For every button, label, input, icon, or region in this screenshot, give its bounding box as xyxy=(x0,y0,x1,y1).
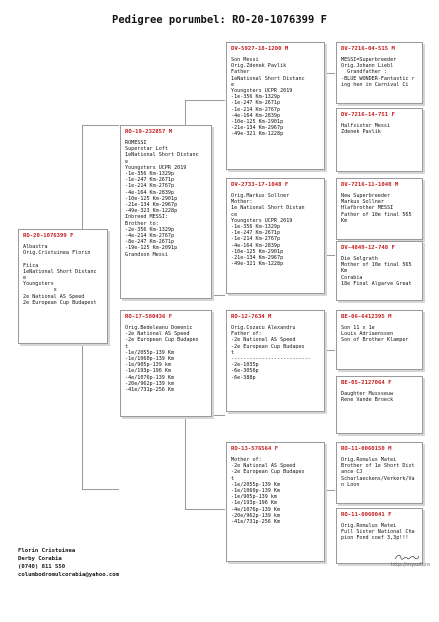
pigeon-details: Orig.Romulus Matei Brother of 1e Short Dist ance CJ Scharlaeckens/Verkerk/Va n Loon xyxy=(341,457,415,488)
signature-logo-icon xyxy=(394,553,420,561)
pigeon-details: Mother of: -2e National AS Speed -2e European Cup Budapes t -1e/2055p-139 Km -1e/1060p-139 Km -1e/905p-139 km -1e/193p-196 Km -4e/1076p-139 Km -20e/962p-139 km -41e/731p-256 Km xyxy=(231,457,305,526)
phone-number: (0740) 811 550 xyxy=(18,564,66,570)
breeder-contact xyxy=(18,547,119,579)
software-url[interactable]: http://mysoft.ro xyxy=(391,562,431,568)
ring-number: DV-7216-14-751 F xyxy=(341,112,395,118)
ring-number: RO-11-0060041 F xyxy=(341,512,392,518)
pigeon-card-dam-sire-sire[interactable] xyxy=(336,310,423,370)
ring-number: RO-17-580436 F xyxy=(125,314,173,320)
pigeon-details: Daughter Mussseuw Rene Vande Broeck xyxy=(341,391,394,404)
page-title: Pedigree porumbel: RO-20-1076399 F xyxy=(112,14,327,26)
breeder-name: Florin Cristuinea xyxy=(18,548,76,554)
ring-number: DV-5927-18-1200 M xyxy=(231,46,289,52)
pigeon-card-sire[interactable] xyxy=(120,125,212,299)
loft-name: Derby Corabia xyxy=(18,556,62,562)
pigeon-card-dam-sire-dam[interactable] xyxy=(336,376,423,434)
pigeon-details: Die Selgrath Mother of 10e final 565 Km Corabia 18e Final Algarve Great xyxy=(341,256,412,287)
ring-number: RO-13-576564 F xyxy=(231,446,279,452)
ring-number: RO-11-0060150 M xyxy=(341,446,392,452)
pigeon-details: Orig.Bedeleanu Domenic -2e National AS Speed -2e European Cup Budapes t -1e/2055p-139 Km -1e/1060p-139 Km -1e/905p-139 km -1e/193p-196 Km -4e/1076p-139 Km -20e/962p-139 km -41e/731p-256 Km xyxy=(125,325,199,394)
pigeon-card-root[interactable] xyxy=(18,229,108,344)
connector-line xyxy=(185,100,225,101)
pigeon-details: Albastra Orig.Cristuinea Florin Fiica 1eNational Short Distanc e Youngsters x 2e National AS Speed 2e European Cup Budapest xyxy=(23,244,97,306)
ring-number: BE-05-2127064 F xyxy=(341,380,392,386)
pigeon-details: Orig.Cozacu Alexandru Father of: -2e National AS Speed -2e European Cup Budapes t -------------------------- -2e-1035p -6e-3056p -6e-388p xyxy=(231,325,311,381)
connector-line xyxy=(82,489,119,490)
ring-number: RO-20-1076399 F xyxy=(23,233,74,239)
pigeon-details: Orig.Markus Sollner Mother: 1e National Short Distan ce Youngsters UCPR 2019 -1e-356 Km-1329p -1e-247 Km-2671p -1e-214 Km-2767p -4e-164 Km-2839p -10e-125 Km-2901p -21e-134 Km-2967p -49e-321 Km-1228p xyxy=(231,193,305,268)
ring-number: RO-19-232857 M xyxy=(125,129,173,135)
ring-number: RO-12-7634 M xyxy=(231,314,272,320)
connector-line xyxy=(82,125,119,126)
pigeon-details: Halfsister Messi Zdenek Pavlik xyxy=(341,123,391,136)
pigeon-details: Son Messi Orig.Zdenek Pavlik Father 1eNational Short Distanc e Youngsters UCPR 2019 -1e-356 Km-1329p -1e-247 Km-2671p -1e-214 Km-2767p -4e-164 Km-2839p -10e-125 Km-2901p -21e-134 Km-2967p -49e-321 Km-1228p xyxy=(231,57,305,138)
email-address: columbodromulcorabia@yahoo.com xyxy=(18,572,120,578)
pigeon-details: MESSI=Superbreeder Orig.Johann Liebl Grandfather : -BLUE WONDER-Fantastic r ing hen in Carnival Ci xyxy=(341,57,415,88)
pigeon-card-dam-sire[interactable] xyxy=(226,310,325,412)
ring-number: DV-7216-11-1040 M xyxy=(341,182,399,188)
pigeon-card-sire-sire-dam[interactable] xyxy=(336,108,423,172)
connector-line xyxy=(185,509,225,510)
pigeon-card-dam-dam[interactable] xyxy=(226,442,325,562)
pigeon-details: Son 11 x 1e Louis Adriaenssen Son of Brother Klamper xyxy=(341,325,409,344)
pigeon-card-dam-dam-sire[interactable] xyxy=(336,442,423,504)
pigeon-card-dam[interactable] xyxy=(120,310,212,417)
pigeon-card-sire-sire-sire[interactable] xyxy=(336,42,423,104)
ring-number: DV-2733-17-1048 F xyxy=(231,182,289,188)
pigeon-details: ROMESSI Superstar Loft 1eNational Short Distanc e Youngsters UCPR 2019 -1e-356 Km-1329p -1e-247 Km-2671p -1e-214 Km-2767p -4e-164 Km-2839p -10e-125 Km-2901p -21e-134 Km-2967p -49e-323 Km-1228p Inbreed MESSI: Brother to: -2e-356 Km-1329p -4e-214 Km-2767p -8e-247 Km-2671p -19e-125 Km-2091p Grandson Messi xyxy=(125,140,199,258)
ring-number: DV-7216-04-515 M xyxy=(341,46,395,52)
ring-number: BE-06-6412395 M xyxy=(341,314,392,320)
ring-number: DV-4849-12-748 F xyxy=(341,245,395,251)
pigeon-details: Orig.Romulus Matei Full Sister National Cha pion Fond coef 3,3p!!! xyxy=(341,523,415,542)
pigeon-card-sire-dam[interactable] xyxy=(226,178,325,294)
connector-line xyxy=(185,415,186,510)
pigeon-details: New Superbreeder Markus Sollner Hlafbrother MESSI Father of 10e final 565 Km xyxy=(341,193,412,224)
pigeon-card-sire-dam-dam[interactable] xyxy=(336,241,423,301)
pigeon-card-sire-sire[interactable] xyxy=(226,42,325,170)
pigeon-card-sire-dam-sire[interactable] xyxy=(336,178,423,240)
